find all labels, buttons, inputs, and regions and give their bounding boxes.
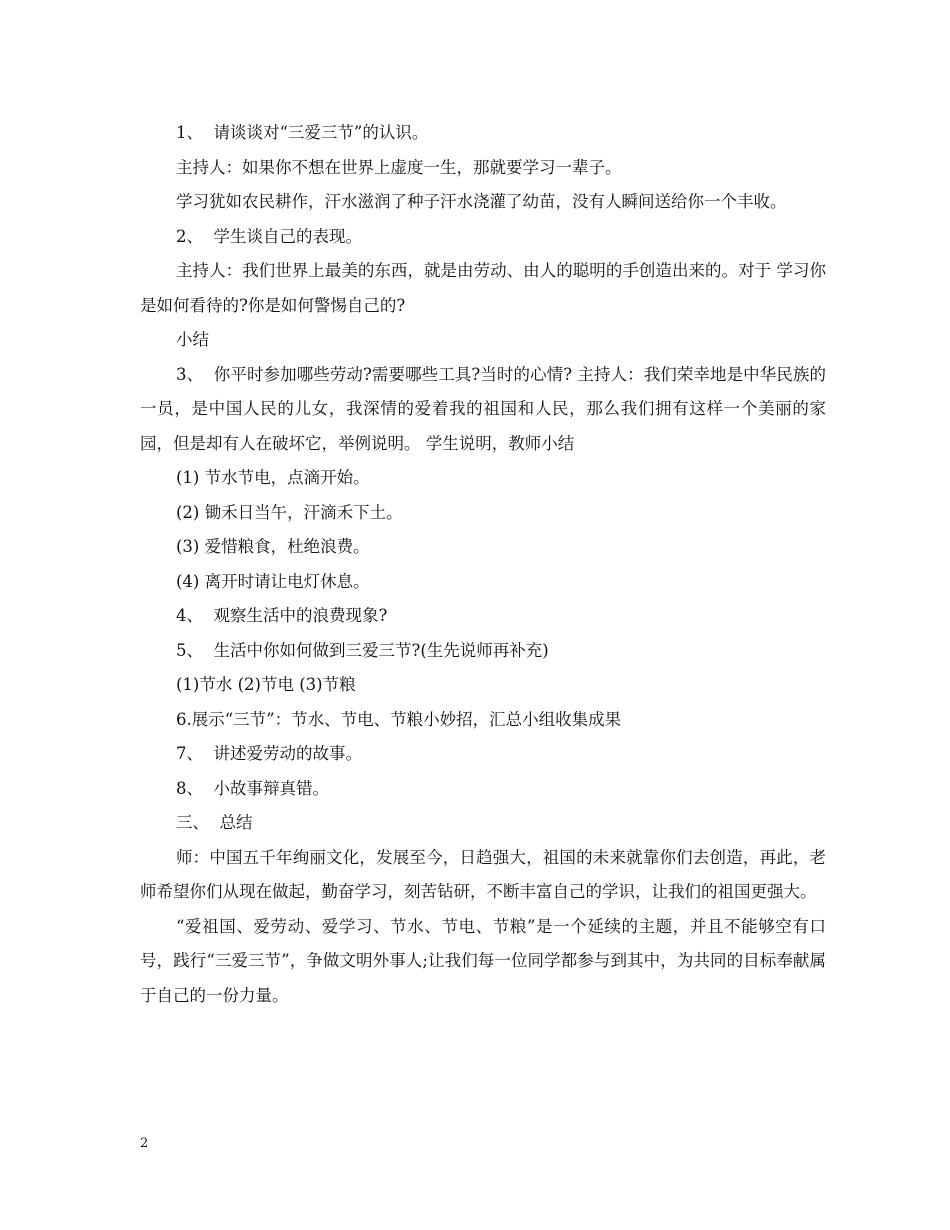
paragraph-host-2: 主持人：我们世界上最美的东西，就是由劳动、由人的聪明的手创造出来的。对于 学习你是如何看待的?你是如何警惕自己的?: [140, 261, 826, 315]
paragraph-item-6: 6.展示“三节”：节水、节电、节粮小妙招，汇总小组收集成果: [176, 709, 622, 729]
paragraph-study: 学习犹如农民耕作，汗水滋润了种子汗水浇灌了幼苗，没有人瞬间送给你一个丰收。: [176, 192, 787, 211]
paragraph-item-1: 1、 请谈谈对“三爱三节”的认识。: [176, 123, 429, 142]
paragraph-sub-4: (4) 离开时请让电灯休息。: [176, 571, 370, 591]
paragraph-teacher: 师：中国五千年绚丽文化，发展至今，日趋强大，祖国的未来就靠你们去创造，再此，老师希望你们从现在做起，勤奋学习，刻苦钻研，不断丰富自己的学识，让我们的祖国更强大。: [140, 847, 826, 901]
paragraph-sub-1: (1) 节水节电，点滴开始。: [176, 468, 370, 487]
paragraph-closing: “爱祖国、爱劳动、爱学习、节水、节电、节粮”是一个延续的主题，并且不能够空有口号，践行“三爱三节”，争做文明外事人;让我们每一位同学都参与到其中，为共同的目标奉献属于自己的一份力量。: [140, 916, 826, 1005]
section-heading-summary: 三、 总结: [176, 813, 253, 832]
document-body: [140, 116, 826, 1013]
paragraph-item-8: 8、 小故事辩真错。: [176, 778, 329, 798]
paragraph-item-5: 5、 生活中你如何做到三爱三节?(生先说师再补充): [176, 640, 549, 660]
page-number: 2: [140, 1136, 149, 1151]
paragraph-host-1: 主持人：如果你不想在世界上虚度一生，那就要学习一辈子。: [176, 157, 622, 177]
paragraph-sub-2: (2) 锄禾日当午，汗滴禾下土。: [176, 502, 403, 522]
paragraph-item-2: 2、 学生谈自己的表现。: [176, 226, 362, 246]
paragraph-save-list: (1)节水 (2)节电 (3)节粮: [176, 675, 356, 694]
paragraph-sub-3: (3) 爱惜粮食，杜绝浪费。: [176, 537, 370, 556]
paragraph-summary-label: 小结: [176, 330, 209, 349]
paragraph-item-4: 4、 观察生活中的浪费现象?: [176, 606, 388, 625]
paragraph-item-3: 3、 你平时参加哪些劳动?需要哪些工具?当时的心情? 主持人：我们荣幸地是中华民族的一员，是中国人民的儿女，我深情的爱着我的祖国和人民，那么我们拥有这样一个美丽的家园，但是却有人在破坏它，举例说明。 学生说明，教师小结: [140, 364, 826, 453]
paragraph-item-7: 7、 讲述爱劳动的故事。: [176, 744, 362, 763]
